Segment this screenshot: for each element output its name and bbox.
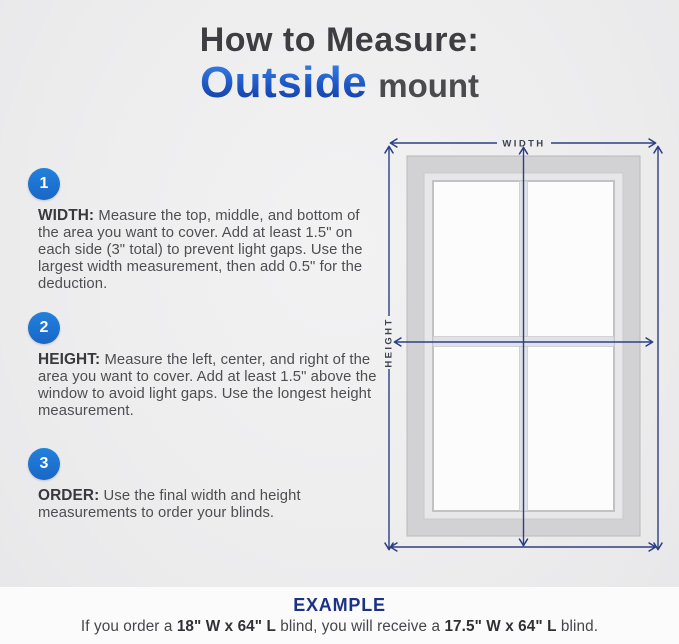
step-2-text xyxy=(28,351,380,420)
page-subtitle xyxy=(0,60,679,106)
step-1-label: WIDTH: xyxy=(38,207,95,224)
example-receive-size: 17.5" W x 64" L xyxy=(444,618,557,635)
subtitle-rest: mount xyxy=(378,67,480,105)
step-order xyxy=(28,448,380,522)
example-bar xyxy=(0,587,679,644)
step-1-body: Measure the top, middle, and bottom of the area you want to cover. Add at least 1.5" on each side (3" total) to prevent light gaps. Use the largest width measurement, then add 0.5" for the deduction. xyxy=(38,208,363,292)
step-2-body: Measure the left, center, and right of the area you want to cover. Add at least 1.5" above the window to avoid light gaps. Use the longest height measurement. xyxy=(38,352,377,419)
step-2-label: HEIGHT: xyxy=(38,351,101,368)
width-label: WIDTH xyxy=(502,138,546,150)
step-3-body: Use the final width and height measurements to order your blinds. xyxy=(38,488,301,521)
step-2-badge: 2 xyxy=(28,312,60,344)
step-3-badge: 3 xyxy=(28,448,60,480)
subtitle-highlight: Outside xyxy=(199,58,368,108)
step-3-text xyxy=(28,487,380,522)
page-title: How to Measure: xyxy=(199,21,480,59)
step-1-badge: 1 xyxy=(28,168,60,200)
example-order-size: 18" W x 64" L xyxy=(176,618,276,635)
step-height xyxy=(28,312,380,420)
step-1-text xyxy=(28,207,380,293)
example-prefix: If you order a xyxy=(80,618,177,635)
example-suffix: blind. xyxy=(556,618,599,635)
example-sentence xyxy=(0,618,679,636)
example-heading: EXAMPLE xyxy=(293,595,386,615)
header xyxy=(0,22,679,107)
window-measure-diagram xyxy=(375,130,679,570)
step-width xyxy=(28,168,380,293)
height-label: HEIGHT xyxy=(383,317,395,368)
example-middle: blind, you will receive a xyxy=(275,618,445,635)
step-3-label: ORDER: xyxy=(38,487,100,504)
